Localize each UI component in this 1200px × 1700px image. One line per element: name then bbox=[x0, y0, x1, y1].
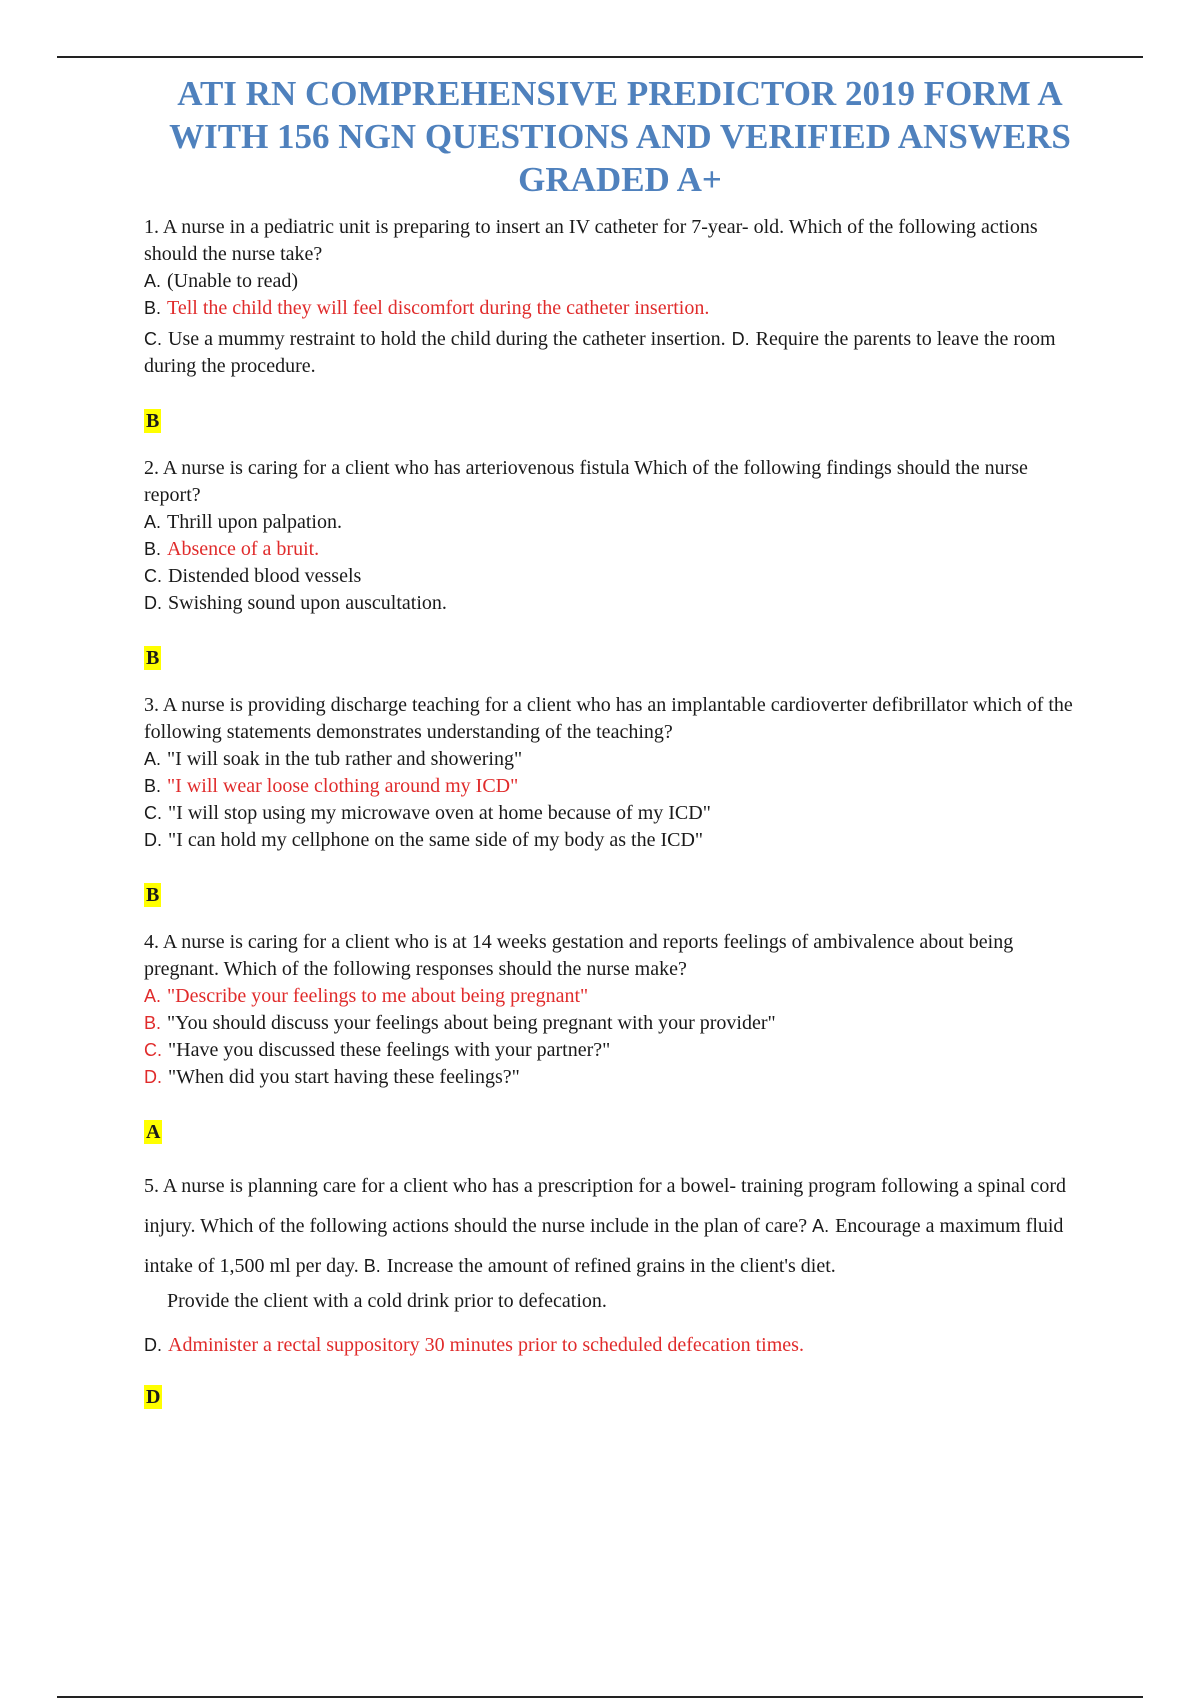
option-letter: C. bbox=[144, 1040, 162, 1060]
option-text: Require the parents to leave the room during the procedure. bbox=[144, 328, 1056, 377]
correct-option-text: "Describe your feelings to me about being pregnant" bbox=[167, 985, 589, 1007]
question-text: A nurse is planning care for a client who has a prescription for a bowel- training program following a spinal cord injury. Which of the following actions should the nurse include in the plan of care? bbox=[144, 1175, 1066, 1237]
question-text: A nurse is caring for a client who has arteriovenous fistula Which of the following findings should the nurse report? bbox=[144, 457, 1028, 506]
question-stem bbox=[144, 929, 1074, 983]
top-rule bbox=[57, 56, 1143, 58]
option-letter: D. bbox=[144, 593, 162, 613]
question-text: A nurse in a pediatric unit is preparing to insert an IV catheter for 7-year- old. Which of the following actions should the nurse take? bbox=[144, 216, 1038, 265]
option-a bbox=[144, 746, 1074, 773]
option-text: "I will soak in the tub rather and showering" bbox=[167, 748, 523, 770]
question-stem bbox=[144, 1166, 1074, 1286]
option-d bbox=[144, 1330, 1074, 1360]
option-b bbox=[144, 536, 1074, 563]
option-a bbox=[144, 509, 1074, 536]
option-c bbox=[144, 800, 1074, 827]
option-c bbox=[144, 1037, 1074, 1064]
option-letter: A. bbox=[144, 749, 162, 769]
questions-content bbox=[144, 214, 1074, 1411]
question-stem bbox=[144, 692, 1074, 746]
question-4 bbox=[144, 929, 1074, 1146]
correct-option-text: Absence of a bruit. bbox=[167, 538, 320, 560]
correct-option-text: "I will wear loose clothing around my ICD" bbox=[167, 775, 519, 797]
bottom-rule bbox=[57, 1696, 1143, 1698]
question-1 bbox=[144, 214, 1074, 435]
question-text: A nurse is providing discharge teaching for a client who has an implantable cardioverter defibrillator which of the following statements demonstrates understanding of the teaching? bbox=[144, 694, 1073, 743]
question-number: 5. bbox=[144, 1175, 159, 1197]
option-text: Encourage a maximum fluid intake of 1,500 ml per day. bbox=[144, 1215, 1064, 1277]
option-letter: C. bbox=[144, 566, 162, 586]
option-letter: A. bbox=[812, 1216, 830, 1236]
option-text: "I will stop using my microwave oven at home because of my ICD" bbox=[168, 802, 711, 824]
option-letter: B. bbox=[144, 1013, 162, 1033]
title-line-2: WITH 156 NGN QUESTIONS AND VERIFIED ANSWERS bbox=[169, 117, 1071, 156]
document-title bbox=[140, 72, 1100, 201]
answer-key: D bbox=[146, 1386, 161, 1408]
answer-key: A bbox=[146, 1121, 161, 1143]
option-a bbox=[144, 983, 1074, 1010]
option-letter: A. bbox=[144, 986, 162, 1006]
question-stem bbox=[144, 214, 1074, 268]
option-d bbox=[144, 1064, 1074, 1091]
option-text: Distended blood vessels bbox=[168, 565, 362, 587]
title-line-3: GRADED A+ bbox=[518, 160, 722, 199]
option-letter: B. bbox=[144, 539, 162, 559]
option-letter: D. bbox=[144, 1335, 162, 1355]
option-c-d bbox=[144, 326, 1074, 380]
question-2 bbox=[144, 455, 1074, 672]
option-text: Use a mummy restraint to hold the child during the catheter insertion. bbox=[168, 328, 726, 350]
answer-key: B bbox=[146, 884, 160, 906]
question-number: 1. bbox=[144, 216, 159, 238]
option-b bbox=[144, 1010, 1074, 1037]
option-letter: C. bbox=[144, 803, 162, 823]
option-b bbox=[144, 773, 1074, 800]
option-c bbox=[144, 1286, 1074, 1316]
option-letter: B. bbox=[144, 298, 162, 318]
option-text: Swishing sound upon auscultation. bbox=[168, 592, 447, 614]
option-letter: B. bbox=[363, 1256, 381, 1276]
option-text: "You should discuss your feelings about being pregnant with your provider" bbox=[167, 1012, 776, 1034]
option-d bbox=[144, 827, 1074, 854]
answer-key: B bbox=[146, 647, 160, 669]
question-5 bbox=[144, 1166, 1074, 1411]
option-text: "Have you discussed these feelings with your partner?" bbox=[168, 1039, 611, 1061]
title-line-1: ATI RN COMPREHENSIVE PREDICTOR 2019 FORM A bbox=[177, 74, 1063, 113]
question-number: 3. bbox=[144, 694, 159, 716]
option-text: Increase the amount of refined grains in the client's diet. bbox=[386, 1255, 836, 1277]
option-letter: A. bbox=[144, 512, 162, 532]
option-letter: D. bbox=[144, 830, 162, 850]
question-3 bbox=[144, 692, 1074, 909]
option-a bbox=[144, 268, 1074, 295]
question-number: 2. bbox=[144, 457, 159, 479]
option-text: Provide the client with a cold drink prior to defecation. bbox=[167, 1290, 607, 1312]
option-letter: C. bbox=[144, 329, 162, 349]
option-text: (Unable to read) bbox=[167, 270, 299, 292]
question-stem bbox=[144, 455, 1074, 509]
correct-option-text: Tell the child they will feel discomfort during the catheter insertion. bbox=[167, 297, 710, 319]
option-text: "When did you start having these feelings?" bbox=[168, 1066, 520, 1088]
answer-row bbox=[144, 408, 1074, 435]
option-b bbox=[144, 295, 1074, 322]
option-text: "I can hold my cellphone on the same side of my body as the ICD" bbox=[168, 829, 704, 851]
answer-row bbox=[144, 1119, 1074, 1146]
question-text: A nurse is caring for a client who is at 14 weeks gestation and reports feelings of ambivalence about being pregnant. Which of the following responses should the nurse make? bbox=[144, 931, 1014, 980]
option-c bbox=[144, 563, 1074, 590]
answer-row bbox=[144, 882, 1074, 909]
answer-row bbox=[144, 645, 1074, 672]
answer-row bbox=[144, 1384, 1074, 1411]
option-d bbox=[144, 590, 1074, 617]
option-letter: A. bbox=[144, 271, 162, 291]
answer-key: B bbox=[146, 410, 160, 432]
option-letter: D. bbox=[144, 1067, 162, 1087]
option-letter: D. bbox=[731, 329, 750, 349]
option-letter: B. bbox=[144, 776, 162, 796]
question-number: 4. bbox=[144, 931, 159, 953]
correct-option-text: Administer a rectal suppository 30 minutes prior to scheduled defecation times. bbox=[168, 1334, 804, 1356]
option-text: Thrill upon palpation. bbox=[167, 511, 342, 533]
